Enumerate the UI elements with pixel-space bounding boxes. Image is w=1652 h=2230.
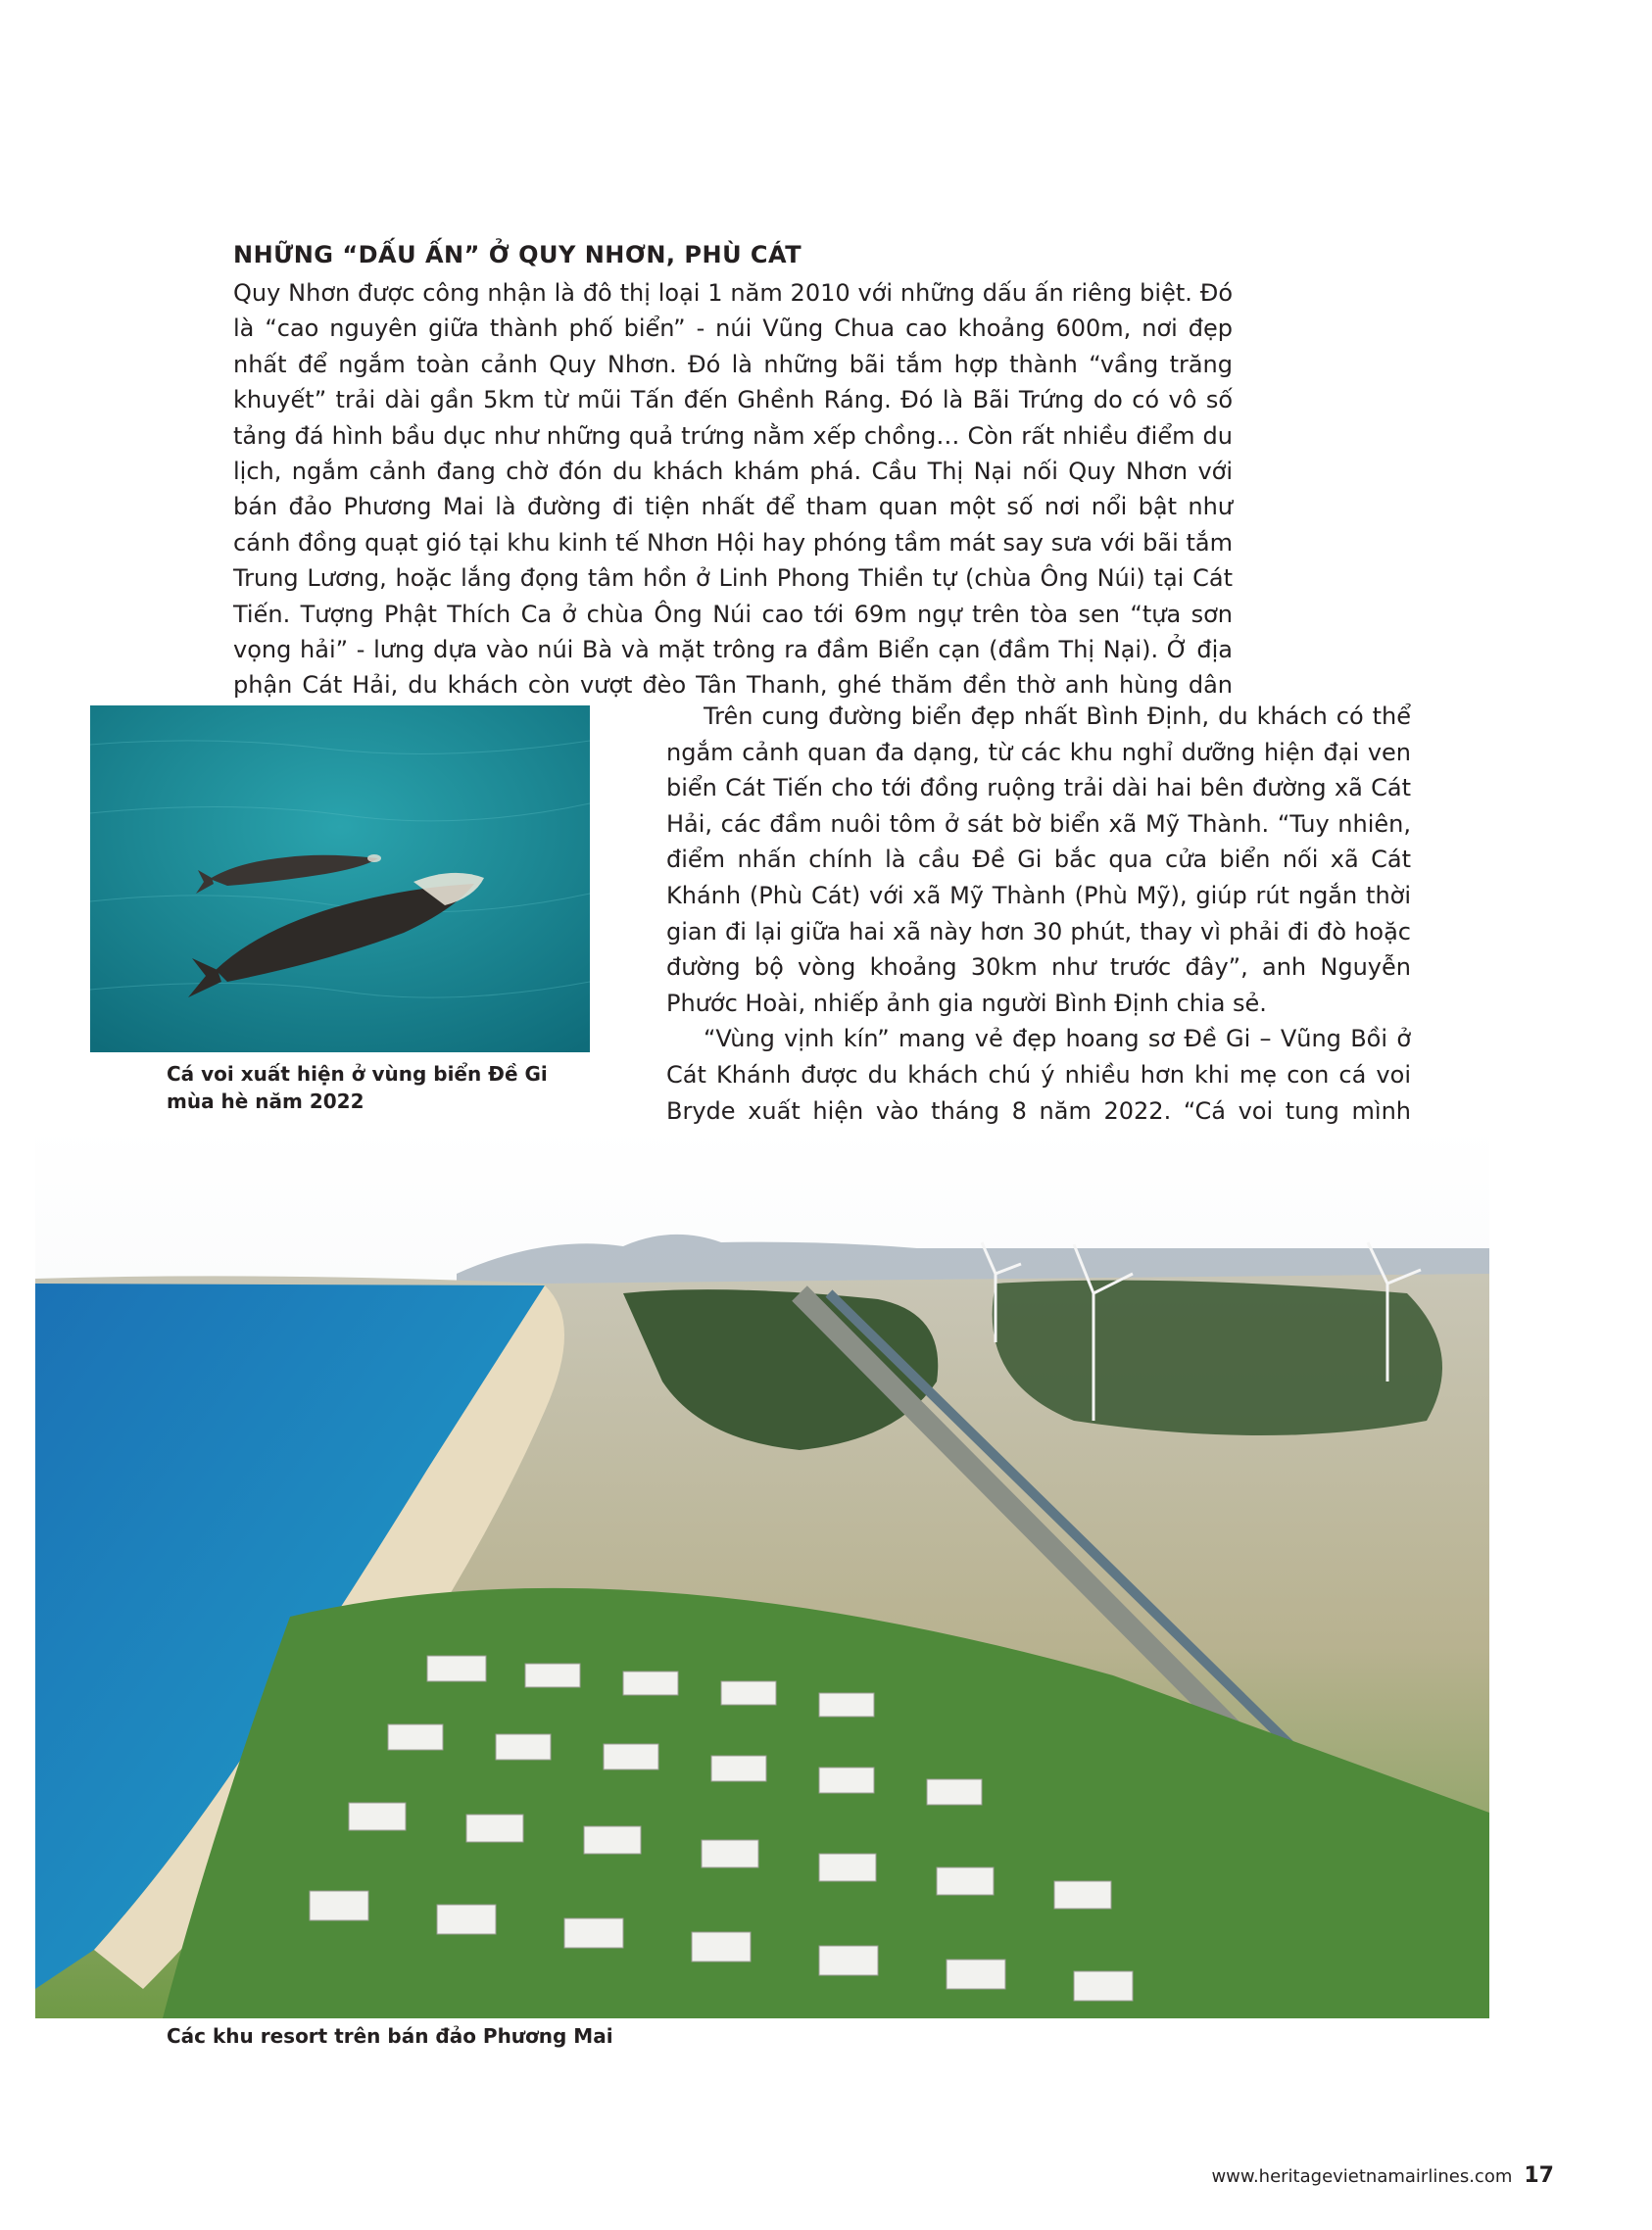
whale-caption	[167, 1060, 559, 1115]
intro-text	[233, 275, 1233, 739]
section-heading: NHỮNG “DẤU ẤN” Ở QUY NHƠN, PHÙ CÁT	[233, 241, 802, 268]
column-paragraph-1: Trên cung đường biển đẹp nhất Bình Định, du khách có thể ngắm cảnh quan đa dạng, từ các khu nghỉ dưỡng hiện đại ven biển Cát Tiến cho tới đồng ruộng trải dài hai bên đường xã Cát Hải, các đầm nuôi tôm ở sát bờ biển xã Mỹ Thành. “Tuy nhiên, điểm nhấn chính là cầu Đề Gi bắc qua cửa biển nối xã Cát Khánh (Phù Cát) với xã Mỹ Thành (Phù Mỹ), giúp rút ngắn thời gian đi lại giữa hai xã này hơn 30 phút, thay vì phải đi đò hoặc đường bộ vòng khoảng 30km như trước đây”, anh Nguyễn Phước Hoài, nhiếp ảnh gia người Bình Định chia sẻ.	[666, 703, 1411, 1017]
aerial-caption: Các khu resort trên bán đảo Phương Mai	[167, 2024, 613, 2048]
page-footer	[1211, 2163, 1554, 2188]
whale-photo	[90, 705, 590, 1052]
page-number: 17	[1524, 2163, 1554, 2188]
whale-caption-line2: mùa hè năm 2022	[167, 1090, 364, 1113]
whale-image	[90, 705, 590, 1052]
aerial-photo	[35, 1127, 1489, 2018]
website-link[interactable]: www.heritagevietnamairlines.com	[1211, 2166, 1513, 2187]
intro-paragraph: Quy Nhơn được công nhận là đô thị loại 1 năm 2010 với những dấu ấn riêng biệt. Đó là “cao nguyên giữa thành phố biển” - núi Vũng Chua cao khoảng 600m, nơi đẹp nhất để ngắm toàn cảnh Quy Nhơn. Đó là những bãi tắm hợp thành “vầng trăng khuyết” trải dài gần 5km từ mũi Tấn đến Ghềnh Ráng. Đó là Bãi Trứng do có vô số tảng đá hình bầu dục như những quả trứng nằm xếp chồng… Còn rất nhiều điểm du lịch, ngắm cảnh đang chờ đón du khách khám phá. Cầu Thị Nại nối Quy Nhơn với bán đảo Phương Mai là đường đi tiện nhất để tham quan một số nơi nổi bật như cánh đồng quạt gió tại khu kinh tế Nhơn Hội hay phóng tầm mát say sưa với bãi tắm Trung Lương, hoặc lắng đọng tâm hồn ở Linh Phong Thiền tự (chùa Ông Núi) tại Cát Tiến. Tượng Phật Thích Ca ở chùa Ông Núi cao tới 69m ngự trên tòa sen “tựa sơn vọng hải” - lưng dựa vào núi Bà và mặt trông ra đầm Biển cạn (đầm Thị Nại). Ở địa phận Cát Hải, du khách còn vượt đèo Tân Thanh, ghé thăm đền thờ anh hùng dân	[233, 279, 1233, 700]
column-paragraph-2: “Vùng vịnh kín” mang vẻ đẹp hoang sơ Đề Gi – Vũng Bồi ở Cát Khánh được du khách chú ý nhiều hơn khi mẹ con cá voi Bryde xuất hiện vào tháng 8 năm 2022. “Cá voi tung mình	[666, 1025, 1411, 1125]
whale-caption-line1: Cá voi xuất hiện ở vùng biển Đề Gi	[167, 1062, 548, 1086]
aerial-resort-image	[35, 1127, 1489, 2018]
